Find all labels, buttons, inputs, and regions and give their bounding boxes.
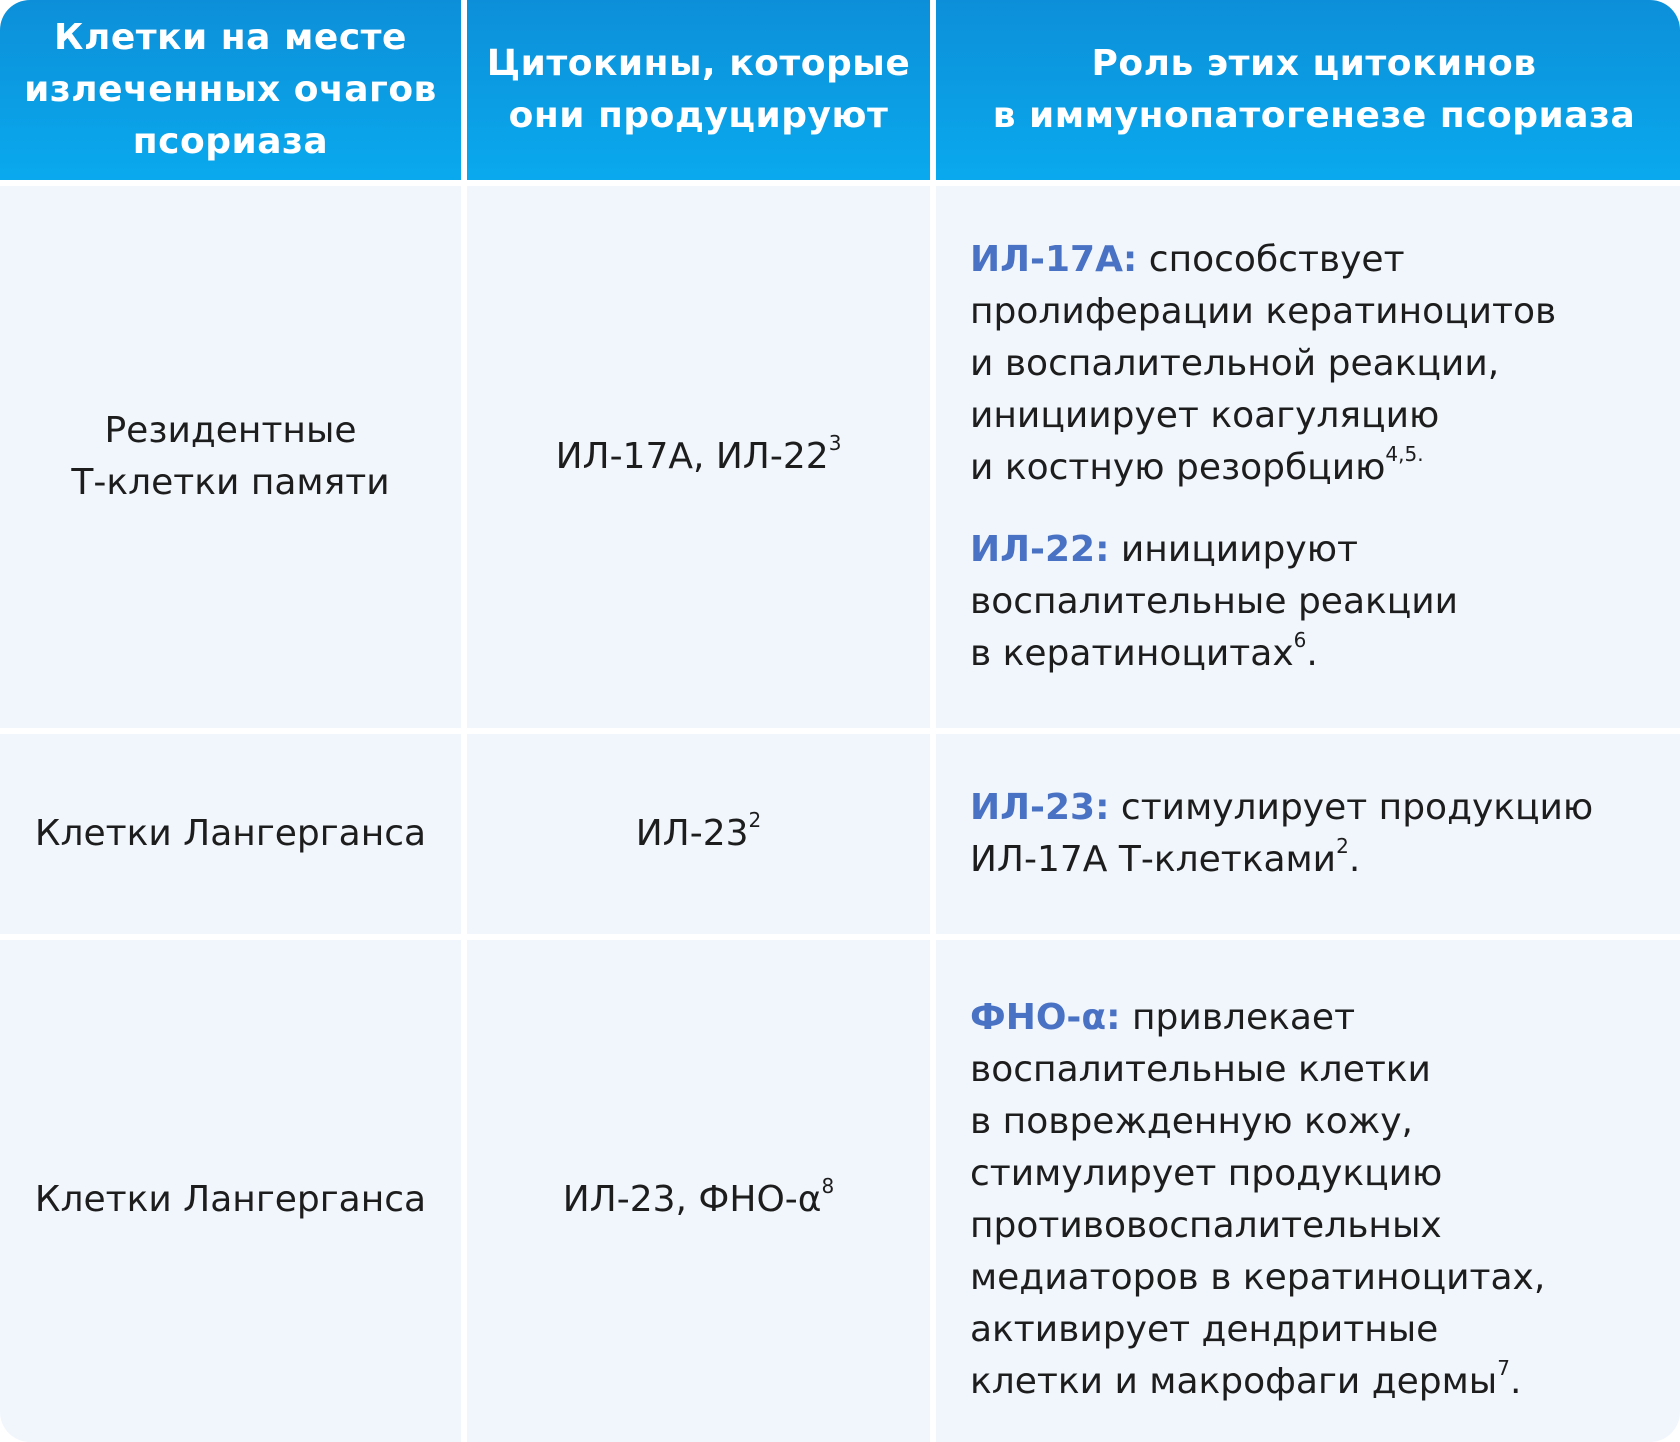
role-para-il23: [970, 782, 1593, 886]
role-end: .: [1306, 633, 1318, 674]
role-end: .: [1509, 1361, 1522, 1402]
role-term: ИЛ-17А:: [970, 239, 1138, 280]
header-cytokines-label: Цитокины, которые они продуцируют: [486, 43, 911, 136]
row-2-cytokines: [467, 734, 930, 934]
row-1-cells-text: Резидентные Т-клетки памяти: [71, 410, 390, 503]
role-ref: 4,5.: [1385, 442, 1424, 466]
role-para-tnf: [970, 992, 1545, 1408]
row-3-cytokines: [467, 940, 930, 1442]
row-3-cells: [0, 940, 461, 1442]
row-2-role: [936, 734, 1680, 934]
role-term: ФНО-α:: [970, 997, 1121, 1038]
row-1-cytokines-text: [556, 431, 842, 483]
header-cytokines: [467, 0, 930, 180]
row-2-cytokines-ref: 2: [748, 808, 762, 832]
role-ref: 6: [1293, 628, 1307, 652]
header-cells-label: Клетки на месте излеченных очагов псориаза: [24, 17, 437, 162]
role-term: ИЛ-23:: [970, 787, 1110, 828]
row-2-cells: [0, 734, 461, 934]
row-2-cytokines-value: ИЛ-23: [635, 813, 749, 854]
row-3-cytokines-value: ИЛ-23, ФНО-α: [562, 1179, 822, 1220]
row-2-cytokines-text: [636, 808, 762, 860]
role-text: стимулирует продукцию ИЛ-17А Т-клетками: [970, 787, 1594, 880]
row-1-cells: [0, 186, 461, 728]
row-1-cytokines-ref: 3: [828, 431, 842, 455]
role-text: способствует пролиферации кератиноцитов и воспалительной реакции, инициирует коагуляцию и костную резорбцию: [970, 239, 1557, 488]
row-3-cytokines-text: [563, 1174, 835, 1226]
row-1-cytokines-value: ИЛ-17А, ИЛ-22: [555, 436, 829, 477]
role-end: .: [1348, 839, 1361, 880]
row-3-cytokines-ref: 8: [821, 1174, 835, 1198]
header-role: [936, 0, 1680, 180]
row-3-role: [936, 940, 1680, 1442]
role-para-il22: [970, 524, 1556, 680]
row-1-role: [936, 186, 1680, 728]
role-para-il17a: [970, 234, 1556, 494]
role-term: ИЛ-22:: [970, 529, 1110, 570]
row-3-cells-text: Клетки Лангерганса: [34, 1179, 427, 1220]
row-1-cytokines: [467, 186, 930, 728]
header-cells: [0, 0, 461, 180]
role-ref: 2: [1336, 834, 1349, 858]
role-text: привлекает воспалительные клетки в поврежденную кожу, стимулирует продукцию противовоспалительных медиаторов в кератиноцитах, активирует дендритные клетки и макрофаги дермы: [970, 997, 1546, 1402]
header-role-label: Роль этих цитокинов в иммунопатогенезе псориаза: [992, 43, 1636, 136]
role-text: инициируют воспалительные реакции в кератиноцитах: [970, 529, 1459, 674]
role-ref: 7: [1497, 1356, 1510, 1380]
row-2-cells-text: Клетки Лангерганса: [34, 813, 427, 854]
